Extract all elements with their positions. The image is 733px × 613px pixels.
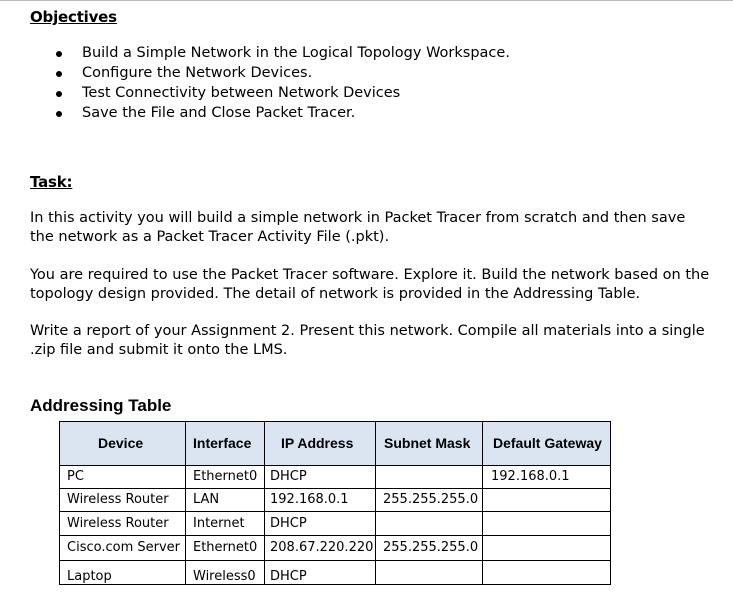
cell-device: Wireless Router bbox=[67, 516, 169, 531]
cell-device: PC bbox=[67, 469, 84, 484]
cell-ip-address: DHCP bbox=[270, 569, 307, 584]
objective-text: Save the File and Close Packet Tracer. bbox=[82, 105, 356, 121]
task-paragraph-3: Write a report of your Assignment 2. Present this network. Compile all materials into a single .zip file and submit it onto the LMS. bbox=[30, 323, 705, 358]
column-header-interface: Interface bbox=[193, 435, 252, 451]
objective-text: Build a Simple Network in the Logical Topology Workspace. bbox=[82, 45, 510, 61]
cell-ip-address: DHCP bbox=[270, 516, 307, 531]
column-header-ip-address: IP Address bbox=[281, 435, 354, 451]
objectives-heading: Objectives bbox=[30, 8, 117, 26]
task-heading: Task: bbox=[30, 173, 73, 191]
cell-ip-address: DHCP bbox=[270, 469, 307, 484]
cell-interface: Ethernet0 bbox=[193, 540, 258, 555]
objective-text: Test Connectivity between Network Devices bbox=[82, 85, 401, 101]
addressing-table-title: Addressing Table bbox=[30, 396, 172, 415]
cell-device: Cisco.com Server bbox=[67, 540, 180, 555]
column-header-subnet-mask: Subnet Mask bbox=[384, 435, 471, 451]
cell-ip-address: 192.168.0.1 bbox=[270, 492, 349, 507]
column-header-default-gateway: Default Gateway bbox=[493, 435, 602, 451]
cell-interface: Internet bbox=[193, 516, 245, 531]
cell-device: Wireless Router bbox=[67, 492, 169, 507]
task-paragraph-1: In this activity you will build a simple network in Packet Tracer from scratch and then save the network as a Packet Tracer Activity File (.pkt). bbox=[30, 210, 686, 245]
cell-interface: LAN bbox=[193, 492, 220, 507]
column-header-device: Device bbox=[98, 435, 144, 451]
cell-default-gateway: 192.168.0.1 bbox=[491, 469, 570, 484]
cell-subnet-mask: 255.255.255.0 bbox=[383, 540, 479, 555]
objective-text: Configure the Network Devices. bbox=[82, 65, 313, 81]
cell-interface: Wireless0 bbox=[193, 569, 256, 584]
cell-interface: Ethernet0 bbox=[193, 469, 258, 484]
task-paragraph-2: You are required to use the Packet Tracer software. Explore it. Build the network based on the topology design provided. The detail of network is provided in the Addressing Table. bbox=[30, 267, 710, 302]
cell-device: Laptop bbox=[67, 569, 112, 584]
cell-ip-address: 208.67.220.220 bbox=[270, 540, 374, 555]
cell-subnet-mask: 255.255.255.0 bbox=[383, 492, 479, 507]
